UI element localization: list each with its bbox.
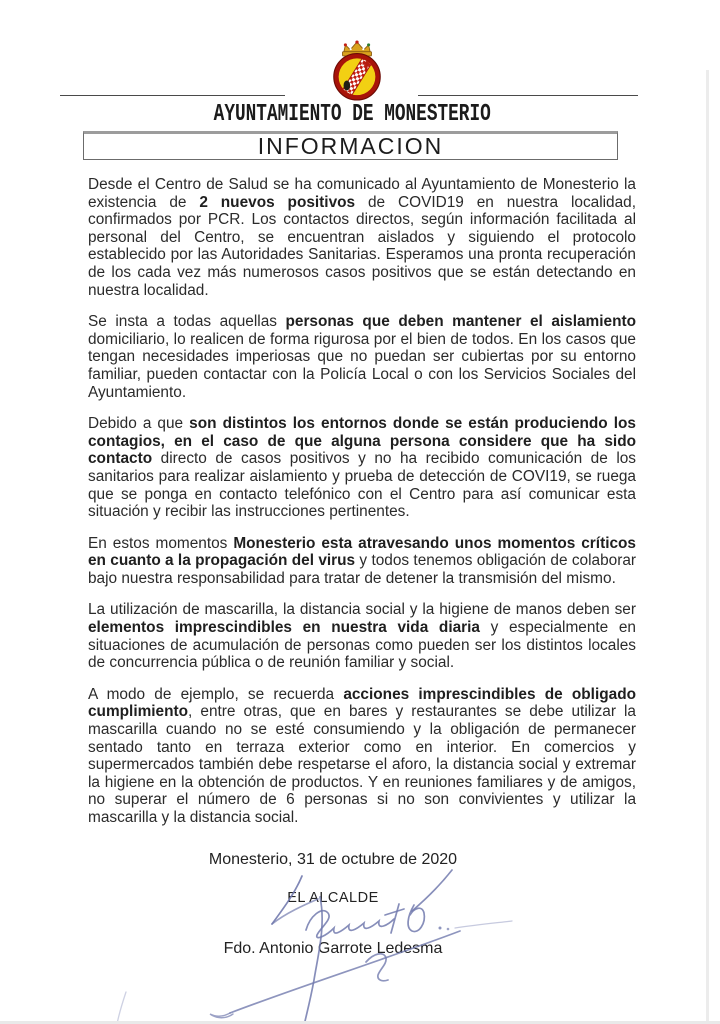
info-banner-label: INFORMACION [257, 133, 444, 159]
signer-role: EL ALCALDE [287, 890, 379, 906]
paragraph: Debido a que son distintos los entornos donde se están produciendo los contagios, en el caso de que alguna persona considere que ha sido contacto directo de casos positivos y no ha recibido comunicación de los sanitarios para realizar aislamiento y prueba de detección de COVI19, se ruega que se ponga en contacto telefónico con el Centro para así comunicar esta situación y recibir las instrucciones pertinentes. [88, 415, 636, 521]
paragraph: En estos momentos Monesterio esta atravesando unos momentos críticos en cuanto a la propagación del virus y todos tenemos obligación de colaborar bajo nuestra responsabilidad para tratar de detener la transmisión del mismo. [88, 534, 636, 587]
paragraph: A modo de ejemplo, se recuerda acciones imprescindibles de obligado cumplimiento, entre otras, que en bares y restaurantes se debe utilizar la mascarilla cuando no se esté consumiendo y la obligación de permanecer sentado tanto en terraza exterior como en interior. En comercios y supermercados también debe respetarse el aforo, la distancia social y extremar la higiene en la obtención de productos. Y en reuniones familiares y de amigos, no superar el número de 6 personas si no son convivientes y utilizar la mascarilla y la distancia social. [88, 685, 636, 826]
paragraph: La utilización de mascarilla, la distancia social y la higiene de manos deben ser elementos imprescindibles en nuestra vida diaria y especialmente en situaciones de acumulación de personas como pueden ser los distintos locales de concurrencia pública o de reunión familiar y social. [88, 601, 636, 672]
paragraph: Se insta a todas aquellas personas que deben mantener el aislamiento domiciliario, lo realicen de forma rigurosa por el bien de todos. En los casos que tengan necesidades imperiosas que no puedan ser cubiertas por su entorno familiar, pueden contactar con la Policía Local o con los Servicios Sociales del Ayuntamiento. [88, 313, 636, 401]
dateline: Monesterio, 31 de octubre de 2020 [208, 851, 458, 868]
scan-edge-right [706, 70, 709, 1024]
org-title-text: AYUNTAMIENTO DE MONESTERIO [213, 101, 491, 128]
paragraph: Desde el Centro de Salud se ha comunicado al Ayuntamiento de Monesterio la existencia de 2 nuevos positivos de COVID19 en nuestra localidad, confirmados por PCR. Los contactos directos, según información facilitada al personal del Centro, se encuentran aislados y siguiendo el protocolo establecido por las Autoridades Sanitarias. Esperamos una pronta recuperación de los cada vez más numerosos casos positivos que se están detectando en nuestra localidad. [88, 176, 636, 299]
signer-name: Fdo. Antonio Garrote Ledesma [223, 940, 443, 957]
